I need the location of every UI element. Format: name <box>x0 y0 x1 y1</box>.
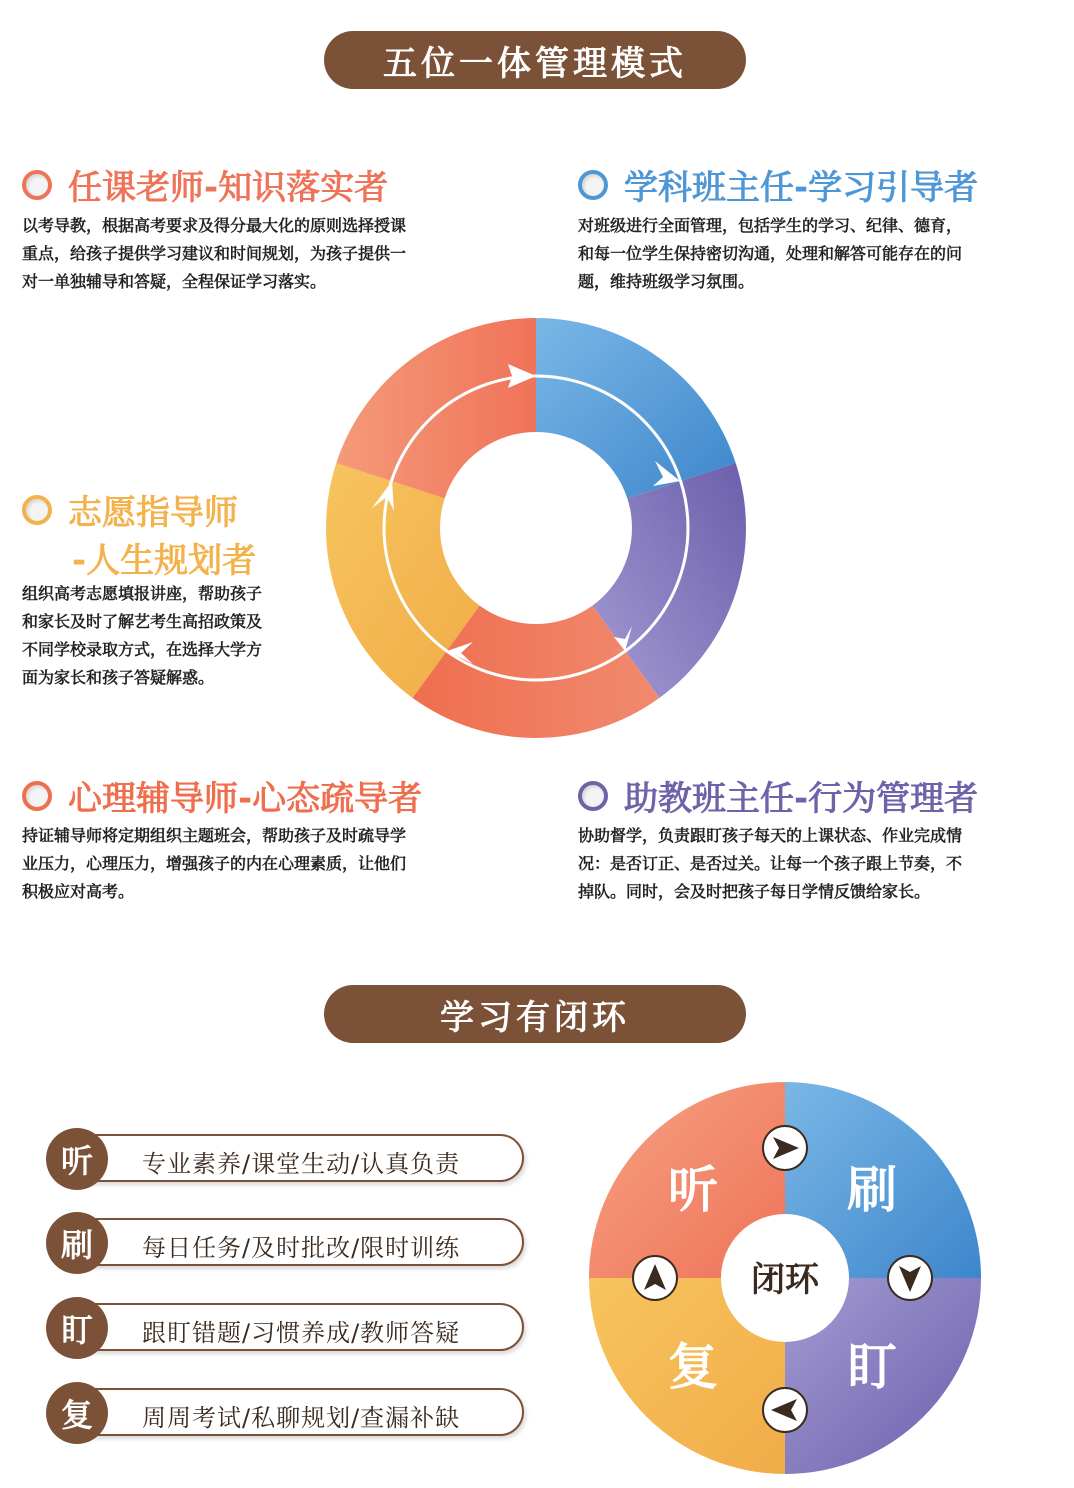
loop-quadrant-label: 刷 <box>847 1161 897 1219</box>
role-teacher-title-text: 任课老师-知识落实者 <box>68 168 389 208</box>
desc-line: 持证辅导师将定期组织主题班会，帮助孩子及时疏导学 <box>22 826 407 845</box>
role-counselor-title-text: 心理辅导师-心态疏导者 <box>68 779 423 819</box>
pill-char: 复 <box>46 1382 108 1444</box>
pill-text: 专业素养/课堂生动/认真负责 <box>142 1150 461 1178</box>
pill-char: 刷 <box>46 1212 108 1274</box>
desc-line: 组织高考志愿填报讲座，帮助孩子 <box>22 584 263 603</box>
desc-line: 况：是否订正、是否过关。让每一个孩子跟上节奏，不 <box>578 854 963 873</box>
desc-line: 业压力，心理压力，增强孩子的内在心理素质，让他们 <box>22 854 407 873</box>
role-homeroom-title-text: 学科班主任-学习引导者 <box>624 168 979 208</box>
desc-line: 掉队。同时，会及时把孩子每日学情反馈给家长。 <box>578 882 931 901</box>
loop-arrow-up-icon <box>633 1256 677 1300</box>
desc-line: 面为家长和孩子答疑解惑。 <box>22 668 215 687</box>
desc-line: 对班级进行全面管理，包括学生的学习、纪律、德育， <box>578 216 963 235</box>
pill-char: 听 <box>46 1128 108 1190</box>
desc-line: 以考导教，根据高考要求及得分最大化的原则选择授课 <box>22 216 407 235</box>
loop-arrow-right-icon <box>763 1126 807 1170</box>
loop-arrow-down-icon <box>888 1256 932 1300</box>
desc-line: 题，维持班级学习氛围。 <box>578 272 755 291</box>
desc-line: 对一单独辅导和答疑，全程保证学习落实。 <box>22 272 327 291</box>
desc-line: 不同学校录取方式，在选择大学方 <box>22 640 263 659</box>
section-title-closed-loop: 学习有闭环 <box>324 985 746 1043</box>
role-assistant-title-text: 助教班主任-行为管理者 <box>624 779 979 819</box>
role-advisor-title-line2: -人生规划者 <box>72 541 257 581</box>
loop-arrow-left-icon <box>763 1388 807 1432</box>
desc-line: 协助督学，负责跟盯孩子每天的上课状态、作业完成情 <box>578 826 963 845</box>
desc-line: 重点，给孩子提供学习建议和时间规划，为孩子提供一 <box>22 244 407 263</box>
role-advisor-title-line1: 志愿指导师 <box>68 493 238 533</box>
pill-char: 盯 <box>46 1297 108 1359</box>
pill-text: 跟盯错题/习惯养成/教师答疑 <box>142 1319 461 1347</box>
loop-quadrant-label: 盯 <box>847 1338 897 1396</box>
section-title-management: 五位一体管理模式 <box>324 31 746 89</box>
loop-quadrant-label: 听 <box>668 1161 718 1219</box>
loop-quadrant-label: 复 <box>668 1338 718 1396</box>
pill-text: 每日任务/及时批改/限时训练 <box>142 1234 461 1262</box>
desc-line: 和每一位学生保持密切沟通，处理和解答可能存在的问 <box>578 244 963 263</box>
pill-text: 周周考试/私聊规划/查漏补缺 <box>142 1404 461 1432</box>
loop-center-label: 闭环 <box>751 1260 819 1300</box>
desc-line: 和家长及时了解艺考生高招政策及 <box>22 612 263 631</box>
desc-line: 积极应对高考。 <box>22 882 135 901</box>
